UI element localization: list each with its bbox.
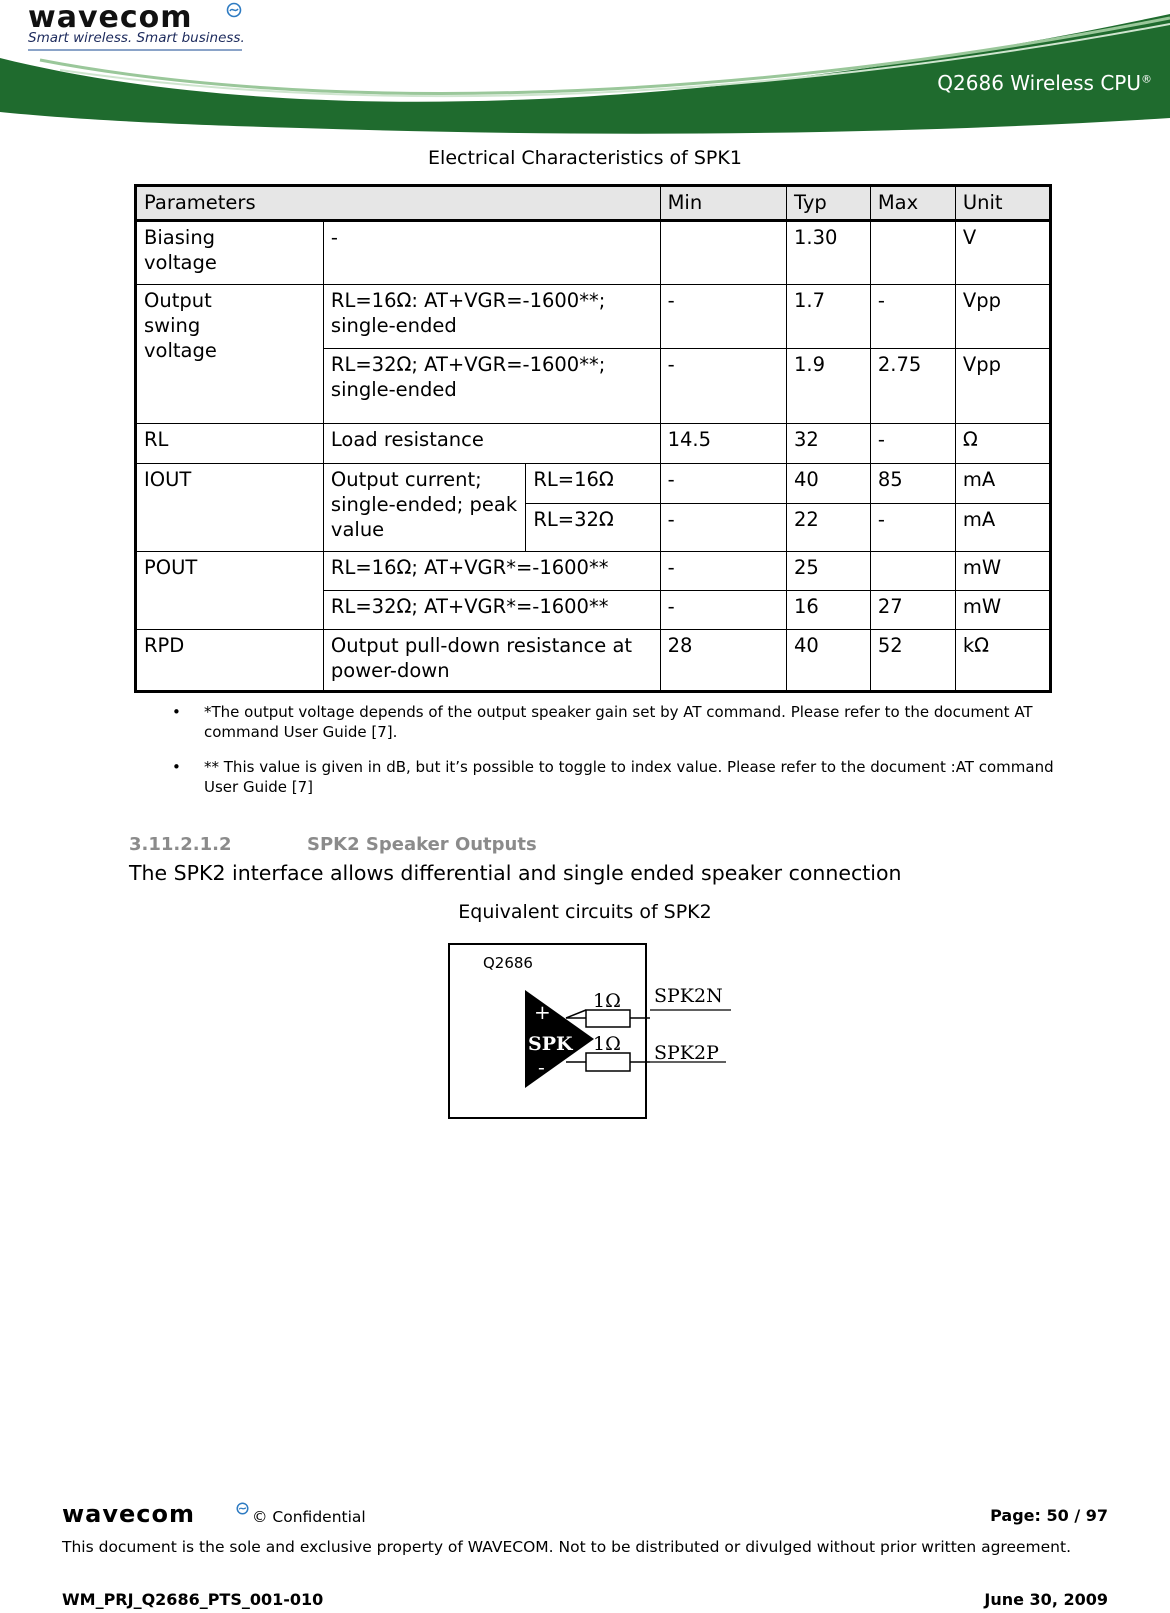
cell-max: 85 [870,464,955,504]
cell-typ: 40 [786,630,870,692]
footnote [172,702,1062,742]
cell-unit: mA [955,504,1050,552]
cell-max: - [870,285,955,349]
header-min: Min [660,186,786,221]
cell-max: 2.75 [870,349,955,424]
cell-unit: Vpp [955,349,1050,424]
body-paragraph: The SPK2 interface allows differential and single ended speaker connection [129,861,902,885]
figure-caption: Equivalent circuits of SPK2 [458,901,712,923]
cell-typ: 32 [786,424,870,464]
param-name: RL [136,424,324,464]
bullet: • [172,703,181,721]
cell-typ: 1.9 [786,349,870,424]
cell-max: - [870,504,955,552]
logo-underline [28,49,242,51]
amp-plus: + [534,1000,551,1024]
section-number: 3.11.2.1.2 [129,834,232,855]
header-parameters: Parameters [136,186,661,221]
footnote [172,757,1062,797]
footer-document-reference: WM_PRJ_Q2686_PTS_001-010 [62,1590,324,1609]
cell-typ: 1.30 [786,221,870,285]
cell-max: 52 [870,630,955,692]
footnote-text: *The output voltage depends of the output speaker gain set by AT command. Please refer to the document AT command User Guide [7]. [204,703,1033,741]
bullet: • [172,758,181,776]
param-condition: RL=32Ω; AT+VGR=-1600**; single-ended [323,349,660,424]
param-condition: RL=32Ω; AT+VGR*=-1600** [323,591,660,630]
param-condition: Load resistance [323,424,660,464]
param-condition: Output pull-down resistance at power-down [323,630,660,692]
resistor-bottom [586,1053,630,1071]
cell-typ: 1.7 [786,285,870,349]
cell-typ: 40 [786,464,870,504]
footer-date: June 30, 2009 [984,1590,1108,1609]
footer-confidential: © Confidential [252,1508,366,1526]
table-row [136,630,1051,692]
param-condition: RL=16Ω; AT+VGR*=-1600** [323,552,660,591]
logo-swirl-icon [226,2,242,18]
cell-min: - [660,552,786,591]
cell-unit: mW [955,552,1050,591]
amp-minus: - [538,1055,545,1079]
cell-unit: mA [955,464,1050,504]
footer-logo-swirl-icon [236,1502,249,1515]
cell-max: - [870,424,955,464]
param-name: Biasing voltage [136,221,324,285]
param-name: RPD [136,630,324,692]
chip-label: Q2686 [483,954,533,972]
logo-tagline: Smart wireless. Smart business. [28,30,245,46]
cell-min: 28 [660,630,786,692]
cell-min: - [660,349,786,424]
cell-max [870,552,955,591]
table-row [136,464,1051,504]
registered-mark: ® [1141,72,1152,86]
cell-max [870,221,955,285]
section-title: SPK2 Speaker Outputs [307,834,537,855]
param-subcondition: RL=32Ω [526,504,660,552]
table-header-row [136,186,1051,221]
resistor-bottom-label: 1Ω [593,1033,621,1055]
footer-wavecom-logo: wavecom [62,1500,196,1528]
table-row [136,285,1051,349]
param-name: Output swing voltage [136,285,324,424]
header-unit: Unit [955,186,1050,221]
header-max: Max [870,186,955,221]
output-spk2p-label: SPK2P [654,1042,719,1064]
section-heading [129,834,537,855]
cell-unit: kΩ [955,630,1050,692]
spk2-circuit-diagram [446,940,746,1122]
amp-label: SPK [528,1033,573,1055]
param-condition: Output current; single-ended; peak value [323,464,525,552]
cell-unit: V [955,221,1050,285]
table-row [136,424,1051,464]
cell-typ: 16 [786,591,870,630]
cell-typ: 22 [786,504,870,552]
header-typ: Typ [786,186,870,221]
footer-disclaimer: This document is the sole and exclusive property of WAVECOM. Not to be distributed or divulged without prior written agreement. [62,1538,1071,1556]
cell-unit: Vpp [955,285,1050,349]
footer-page-number: Page: 50 / 97 [990,1506,1108,1525]
cell-unit: mW [955,591,1050,630]
cell-min: - [660,591,786,630]
table-row [136,221,1051,285]
param-name: POUT [136,552,324,630]
table-row [136,552,1051,591]
cell-min [660,221,786,285]
resistor-top-label: 1Ω [593,990,621,1012]
wavecom-logo: wavecom [28,0,193,35]
cell-min: - [660,504,786,552]
table-caption: Electrical Characteristics of SPK1 [428,147,742,169]
spk1-characteristics-table [134,184,1052,693]
cell-unit: Ω [955,424,1050,464]
param-subcondition: RL=16Ω [526,464,660,504]
output-spk2n-label: SPK2N [654,985,723,1007]
param-name: IOUT [136,464,324,552]
cell-min: - [660,285,786,349]
cell-max: 27 [870,591,955,630]
param-condition: - [323,221,660,285]
cell-min: - [660,464,786,504]
product-title: Q2686 Wireless CPU® [937,71,1152,95]
resistor-top [586,1010,630,1027]
cell-min: 14.5 [660,424,786,464]
param-condition: RL=16Ω: AT+VGR=-1600**; single-ended [323,285,660,349]
cell-typ: 25 [786,552,870,591]
footnote-text: ** This value is given in dB, but it’s possible to toggle to index value. Please refer to the document :AT command User Guide [7] [204,758,1054,796]
